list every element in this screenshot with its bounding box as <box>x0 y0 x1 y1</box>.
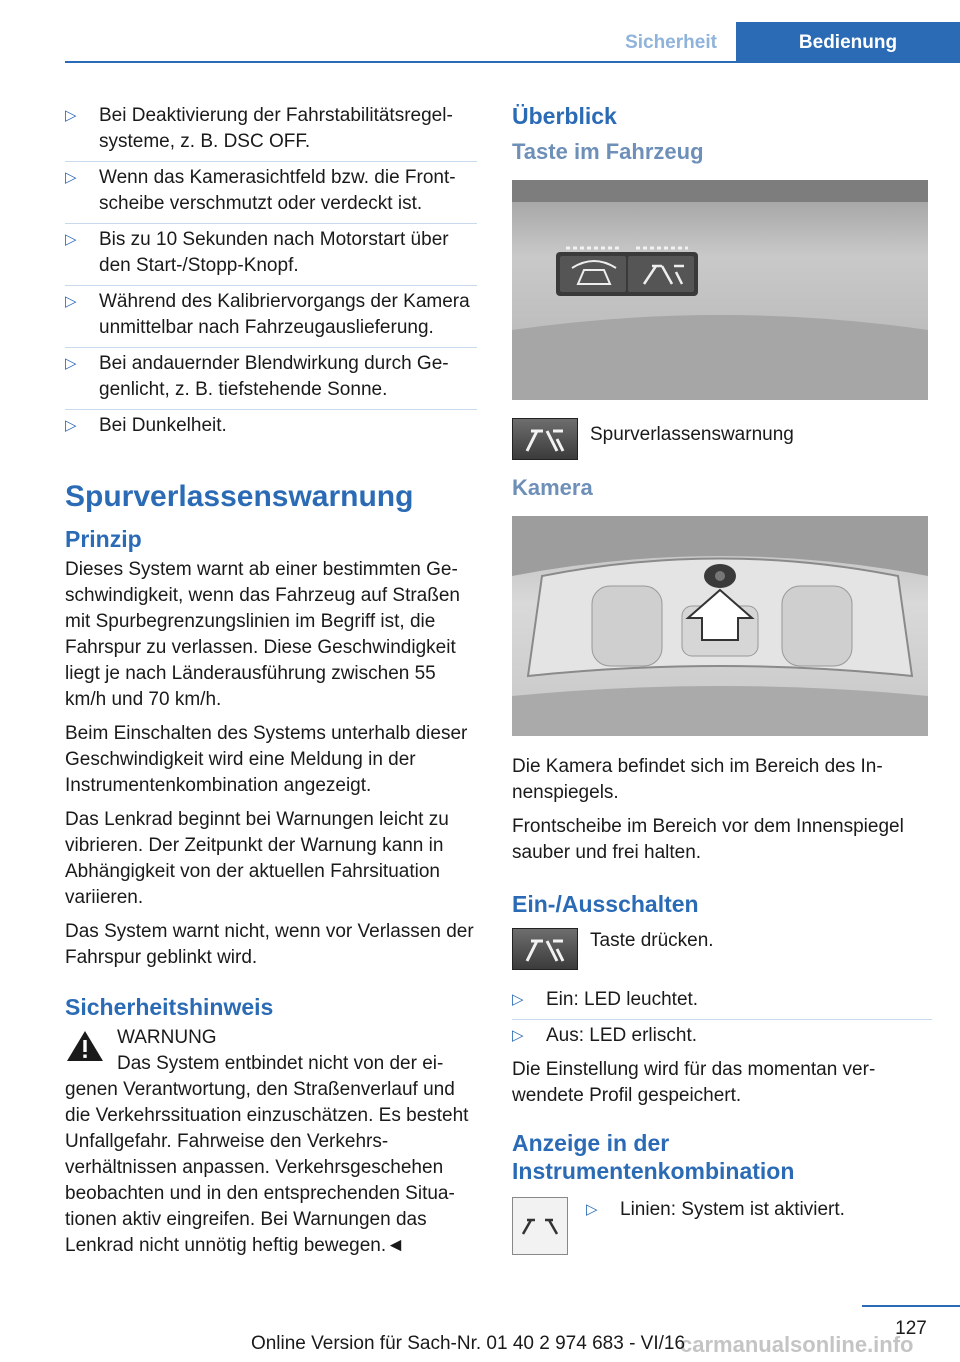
camera-photo <box>512 516 928 736</box>
prinzip-paragraph: Das Lenkrad beginnt bei Warnungen leicht zu vibrieren. Der Zeitpunkt der Warnung kann in Abhängigkeit von der aktuellen Fahrsituation variieren. <box>65 809 449 908</box>
camera-illustration <box>512 516 928 736</box>
display-row <box>512 1197 932 1255</box>
header-tab-bedienung[interactable]: Bedienung <box>736 22 960 63</box>
list-item-text: Ein: LED leuchtet. <box>546 989 699 1010</box>
camera-paragraph: Die Kamera befindet sich im Bereich des Innenspiegels. <box>512 756 883 803</box>
list-item-text: Bis zu 10 Sekunden nach Motorstart über den Start-/Stopp-Knopf. <box>99 229 449 276</box>
lane-departure-button-icon <box>512 928 578 970</box>
list-item-text: Wenn das Kamerasichtfeld bzw. die Frontscheibe verschmutzt oder verdeckt ist. <box>99 167 456 214</box>
prinzip-heading: Prinzip <box>65 526 142 552</box>
list-item <box>512 984 932 1020</box>
button-caption-row <box>512 418 932 460</box>
list-item-text: Bei Dunkelheit. <box>99 415 227 436</box>
footer-rule <box>862 1305 960 1307</box>
list-item <box>65 410 477 445</box>
triangle-bullet-icon: ▷ <box>586 1201 598 1218</box>
triangle-bullet-icon: ▷ <box>65 417 77 434</box>
camera-heading: Kamera <box>512 475 593 500</box>
prinzip-paragraph: Das System warnt nicht, wenn vor Verlassen der Fahrspur geblinkt wird. <box>65 921 474 968</box>
profile-paragraph: Die Einstellung wird für das momentan verwendete Profil gespeichert. <box>512 1059 876 1106</box>
list-item-text: Bei Deaktivierung der Fahrstabilitätsregelsysteme, z. B. DSC OFF. <box>99 105 453 152</box>
list-item-text: Linien: System ist aktiviert. <box>620 1199 845 1220</box>
header-tab-sicherheit[interactable]: Sicherheit <box>625 31 717 53</box>
safety-heading: Sicherheitshinweis <box>65 994 274 1020</box>
left-column <box>65 100 477 1259</box>
list-item-text: Bei andauernder Blendwirkung durch Gegenlicht, z. B. tiefstehende Sonne. <box>99 353 449 400</box>
display-heading: Anzeige in der Instrumentenkombination <box>512 1130 795 1184</box>
list-item-text: Während des Kalibriervorgangs der Kamera unmittelbar nach Fahrzeugauslieferung. <box>99 291 470 338</box>
press-button-text: Taste drücken. <box>590 930 714 951</box>
section-title: Spurverlassenswarnung <box>65 480 414 513</box>
camera-paragraph: Frontscheibe im Bereich vor dem Innenspiegel sauber und frei halten. <box>512 816 904 863</box>
warning-label: WARNUNG <box>117 1027 217 1048</box>
button-console-illustration <box>512 180 928 400</box>
list-item <box>65 286 477 348</box>
triangle-bullet-icon: ▷ <box>65 231 77 248</box>
warning-block <box>65 1025 477 1259</box>
list-item-text: Aus: LED erlischt. <box>546 1025 697 1046</box>
button-heading: Taste im Fahrzeug <box>512 139 704 164</box>
list-item <box>65 162 477 224</box>
conditions-list <box>65 100 477 445</box>
page-number: 127 <box>895 1318 927 1339</box>
onoff-heading: Ein-/Ausschalten <box>512 891 699 917</box>
list-item <box>512 1020 932 1055</box>
overview-heading: Überblick <box>512 103 617 129</box>
header-rule <box>65 61 960 63</box>
warning-triangle-icon <box>65 1029 105 1063</box>
list-item <box>65 348 477 410</box>
vehicle-button-photo <box>512 180 928 400</box>
list-item <box>586 1197 845 1223</box>
list-item <box>65 100 477 162</box>
triangle-bullet-icon: ▷ <box>65 107 77 124</box>
list-item <box>65 224 477 286</box>
onoff-list <box>512 984 932 1055</box>
prinzip-paragraph: Dieses System warnt ab einer bestimmten Geschwindigkeit, wenn das Fahrzeug auf Straßen mit Spurbegrenzungslinien im Begriff ist, die Fahrspur zu verlassen. Diese Geschwindigkeit liegt je nach Länderausführung zwischen 55 km/h und 70 km/h. <box>65 559 460 710</box>
lane-departure-button-icon <box>512 418 578 460</box>
warning-text: Das System entbindet nicht von der eigenen Verantwortung, den Straßenverlauf und die Verkehrssituation einzuschätzen. Es besteht Unfallgefahr. Fahrweise den Verkehrsverhältnissen anpassen. Verkehrsgeschehen beobachten und in den entsprechenden Situationen aktiv eingreifen. Bei Warnungen das Lenkrad nicht unnötig heftig bewegen.◄ <box>65 1053 469 1256</box>
triangle-bullet-icon: ▷ <box>65 293 77 310</box>
online-version-note: Online Version für Sach-Nr. 01 40 2 974 683 - VI/16 <box>250 1333 686 1354</box>
triangle-bullet-icon: ▷ <box>65 169 77 186</box>
lane-lines-display-icon <box>512 1197 568 1255</box>
triangle-bullet-icon: ▷ <box>512 1027 524 1044</box>
button-caption: Spurverlassenswarnung <box>590 424 794 445</box>
press-button-row <box>512 928 932 970</box>
triangle-bullet-icon: ▷ <box>65 355 77 372</box>
watermark: carmanualsonline.info <box>680 1332 914 1357</box>
triangle-bullet-icon: ▷ <box>512 991 524 1008</box>
right-column <box>512 100 932 1269</box>
prinzip-paragraph: Beim Einschalten des Systems unterhalb dieser Geschwindigkeit wird eine Meldung in der Instrumentenkombination angezeigt. <box>65 723 468 796</box>
